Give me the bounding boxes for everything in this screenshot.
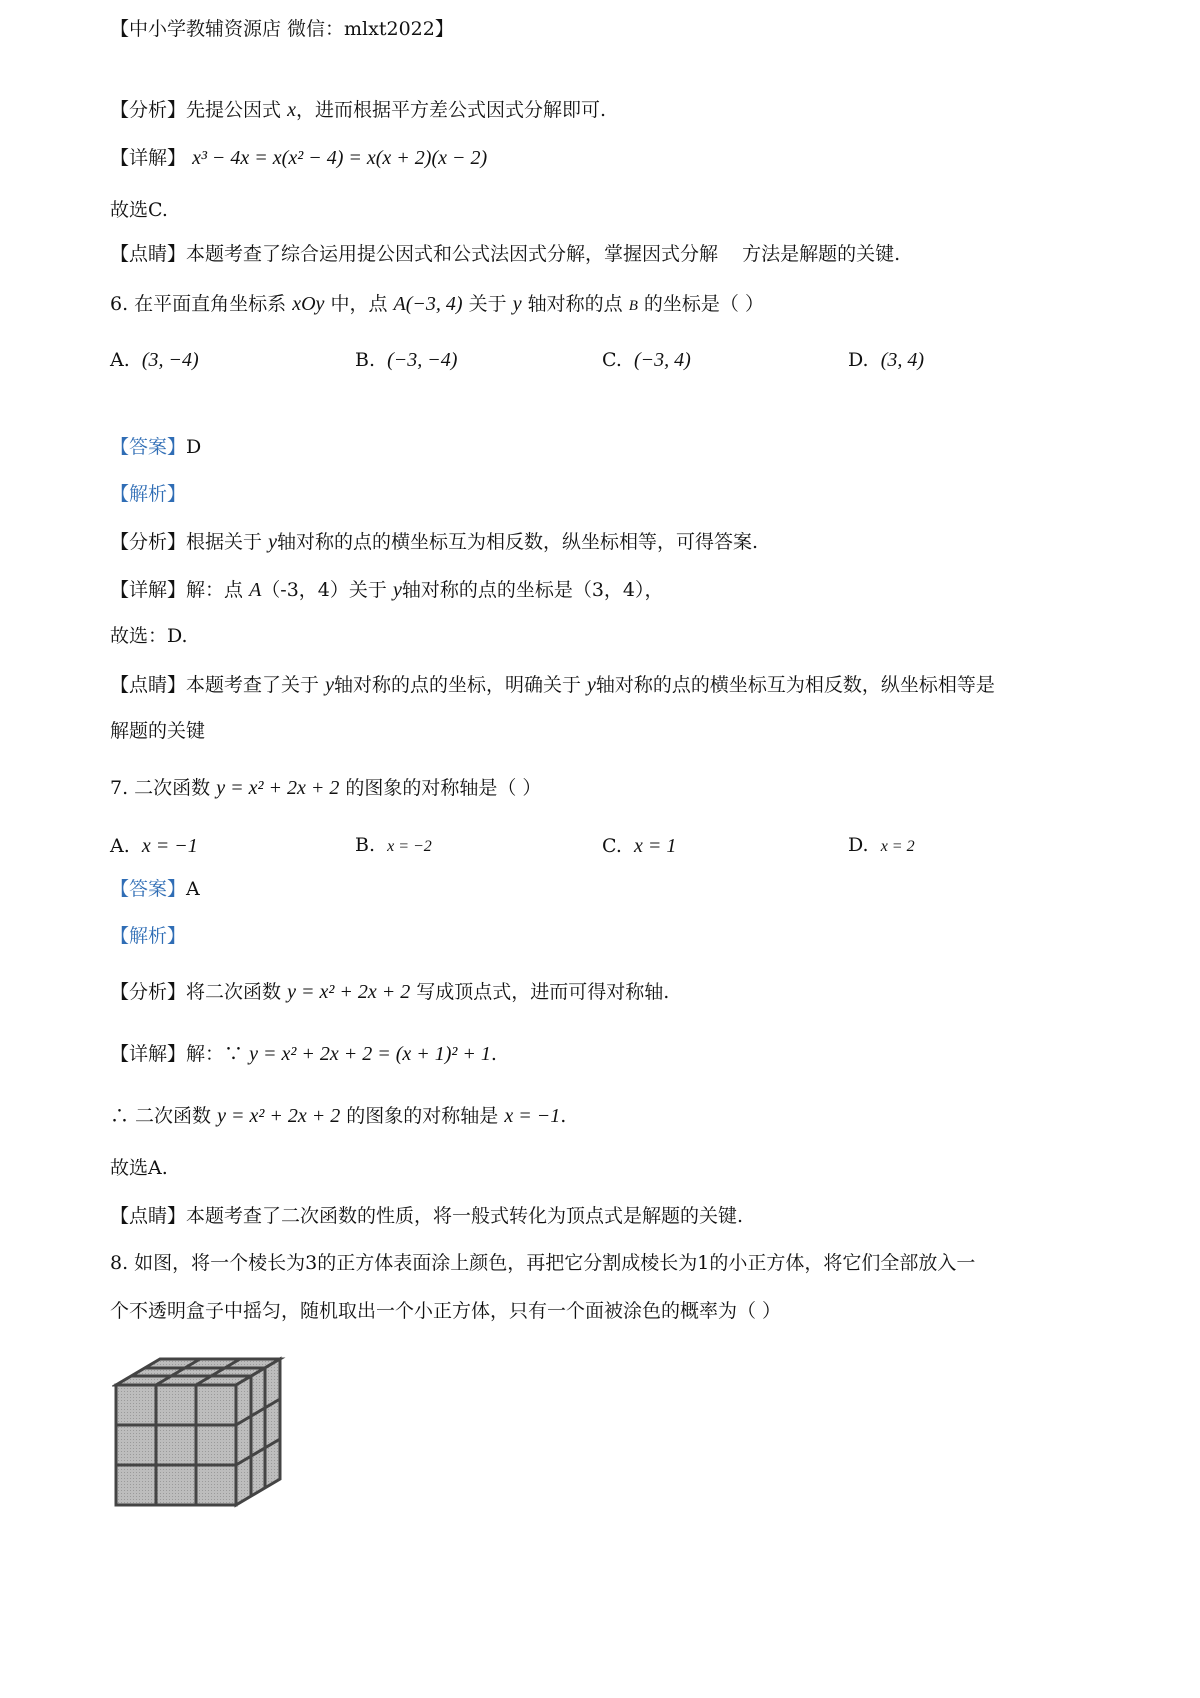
q7-choice: 故选A. [110,1157,168,1179]
q7-therefore: ∴ 二次函数 y = x² + 2x + 2 的图象的对称轴是 x = −1. [110,1105,567,1127]
q7-explain-tag: 【解析】 [110,925,187,947]
q6-comment-cont: 解题的关键 [110,720,206,742]
q6-option-b: B. (−3, −4) [355,349,458,371]
q6-comment: 【点睛】本题考查了关于 y轴对称的点的坐标，明确关于 y轴对称的点的横坐标互为相反数，纵坐标相等是 [110,674,995,696]
q6-choice: 故选：D. [110,625,188,647]
q7-option-d: D. x = 2 [848,834,915,856]
q6-stem: 6. 在平面直角坐标系 xOy 中，点 A(−3, 4) 关于 y 轴对称的点 B 的坐标是（ ） [110,293,764,315]
cube-figure [112,1355,287,1510]
q7-option-a: A. x = −1 [110,835,198,857]
q7-detail: 【详解】解：∵ y = x² + 2x + 2 = (x + 1)² + 1. [110,1043,497,1065]
q6-option-a: A. (3, −4) [110,349,199,371]
q7-option-b: B. x = −2 [355,834,432,856]
q5-choice: 故选C. [110,199,168,221]
header-watermark: 【中小学教辅资源店 微信：mlxt2022】 [110,18,454,40]
q5-detail-math: x³ − 4x = x(x² − 4) = x(x + 2)(x − 2) [192,147,488,169]
q7-stem: 7. 二次函数 y = x² + 2x + 2 的图象的对称轴是（ ） [110,777,542,799]
cube-right-face [236,1359,280,1505]
q8-stem-line1: 8. 如图，将一个棱长为3的正方体表面涂上颜色，再把它分割成棱长为1的小正方体，将它们全部放入一 [110,1252,976,1274]
q5-comment: 【点睛】本题考查了综合运用提公因式和公式法因式分解，掌握因式分解 方法是解题的关键. [110,243,901,265]
q7-answer: 【答案】A [110,878,200,900]
cube-front-face [116,1385,236,1505]
q6-answer: 【答案】D [110,436,202,458]
q6-option-d: D. (3, 4) [848,349,925,371]
q7-comment: 【点睛】本题考查了二次函数的性质，将一般式转化为顶点式是解题的关键. [110,1205,744,1227]
q7-analysis: 【分析】将二次函数 y = x² + 2x + 2 写成顶点式，进而可得对称轴. [110,981,670,1003]
q6-explain-tag: 【解析】 [110,483,187,505]
q7-option-c: C. x = 1 [602,835,677,857]
q6-detail: 【详解】解：点 A（-3，4）关于 y轴对称的点的坐标是（3，4）， [110,579,664,601]
q5-detail: 【详解】 x³ − 4x = x(x² − 4) = x(x + 2)(x − 2) [110,147,488,169]
q8-stem-line2: 个不透明盒子中摇匀，随机取出一个小正方体，只有一个面被涂色的概率为（ ） [110,1300,782,1322]
q5-analysis: 【分析】先提公因式 x，进而根据平方差公式因式分解即可. [110,99,607,121]
q6-analysis: 【分析】根据关于 y轴对称的点的横坐标互为相反数，纵坐标相等，可得答案. [110,531,759,553]
q6-option-c: C. (−3, 4) [602,349,691,371]
